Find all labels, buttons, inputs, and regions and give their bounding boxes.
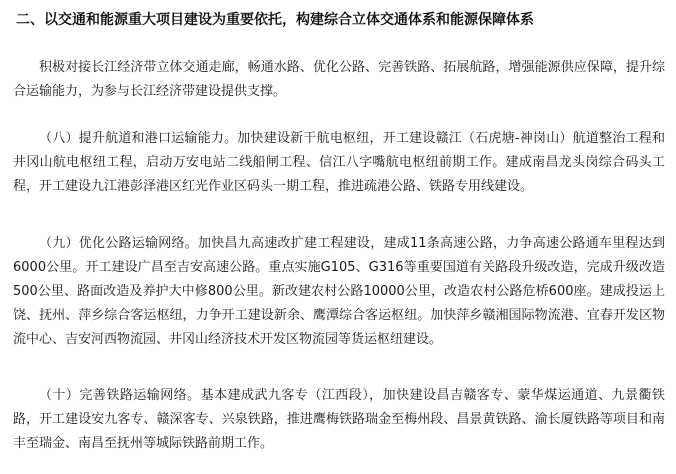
section-heading: 二、以交通和能源重大项目建设为重要依托，构建综合立体交通体系和能源保障体系 (16, 12, 534, 28)
paragraph-item-9-highway: （九）优化公路运输网络。加快昌九高速改扩建工程建设，建成11条高速公路，力争高速公路通车里程达到6000公里。开工建设广昌至吉安高速公路。重点实施G105、G316等重要国道有关路段升级改造，完成升级改造500公里、路面改造及养护大中修800公里。新改建农村公路10000公里，改造农村公路危桥600座。建成投运上饶、抚州、萍乡综合客运枢纽，力争开工建设新余、鹰潭综合客运枢纽。加快萍乡赣湘国际物流港、宜春开发区物流中心、吉安河西物流园、井冈山经济技术开发区物流园等货运枢纽建设。 (13, 236, 665, 347)
paragraph-intro: 积极对接长江经济带立体交通走廊，畅通水路、优化公路、完善铁路、拓展航路，增强能源供应保障，提升综合运输能力，为参与长江经济带建设提供支撑。 (13, 60, 665, 99)
paragraph-item-8-waterway: （八）提升航道和港口运输能力。加快建设新干航电枢纽，开工建设赣江（石虎塘-神岗山）航道整治工程和井冈山航电枢纽工程，启动万安电站二线船闸工程、信江八字嘴航电枢纽前期工作。建成南昌龙头岗综合码头工程，开工建设九江港彭泽港区红光作业区码头一期工程，推进疏港公路、铁路专用线建设。 (13, 131, 665, 194)
paragraph-item-10-railway: （十）完善铁路运输网络。基本建成武九客专（江西段），加快建设昌吉赣客专、蒙华煤运通道、九景衢铁路，开工建设安九客专、赣深客专、兴泉铁路，推进鹰梅铁路瑞金至梅州段、昌景黄铁路、渝长厦铁路等项目和南丰至瑞金、南昌至抚州等城际铁路前期工作。 (13, 388, 665, 451)
